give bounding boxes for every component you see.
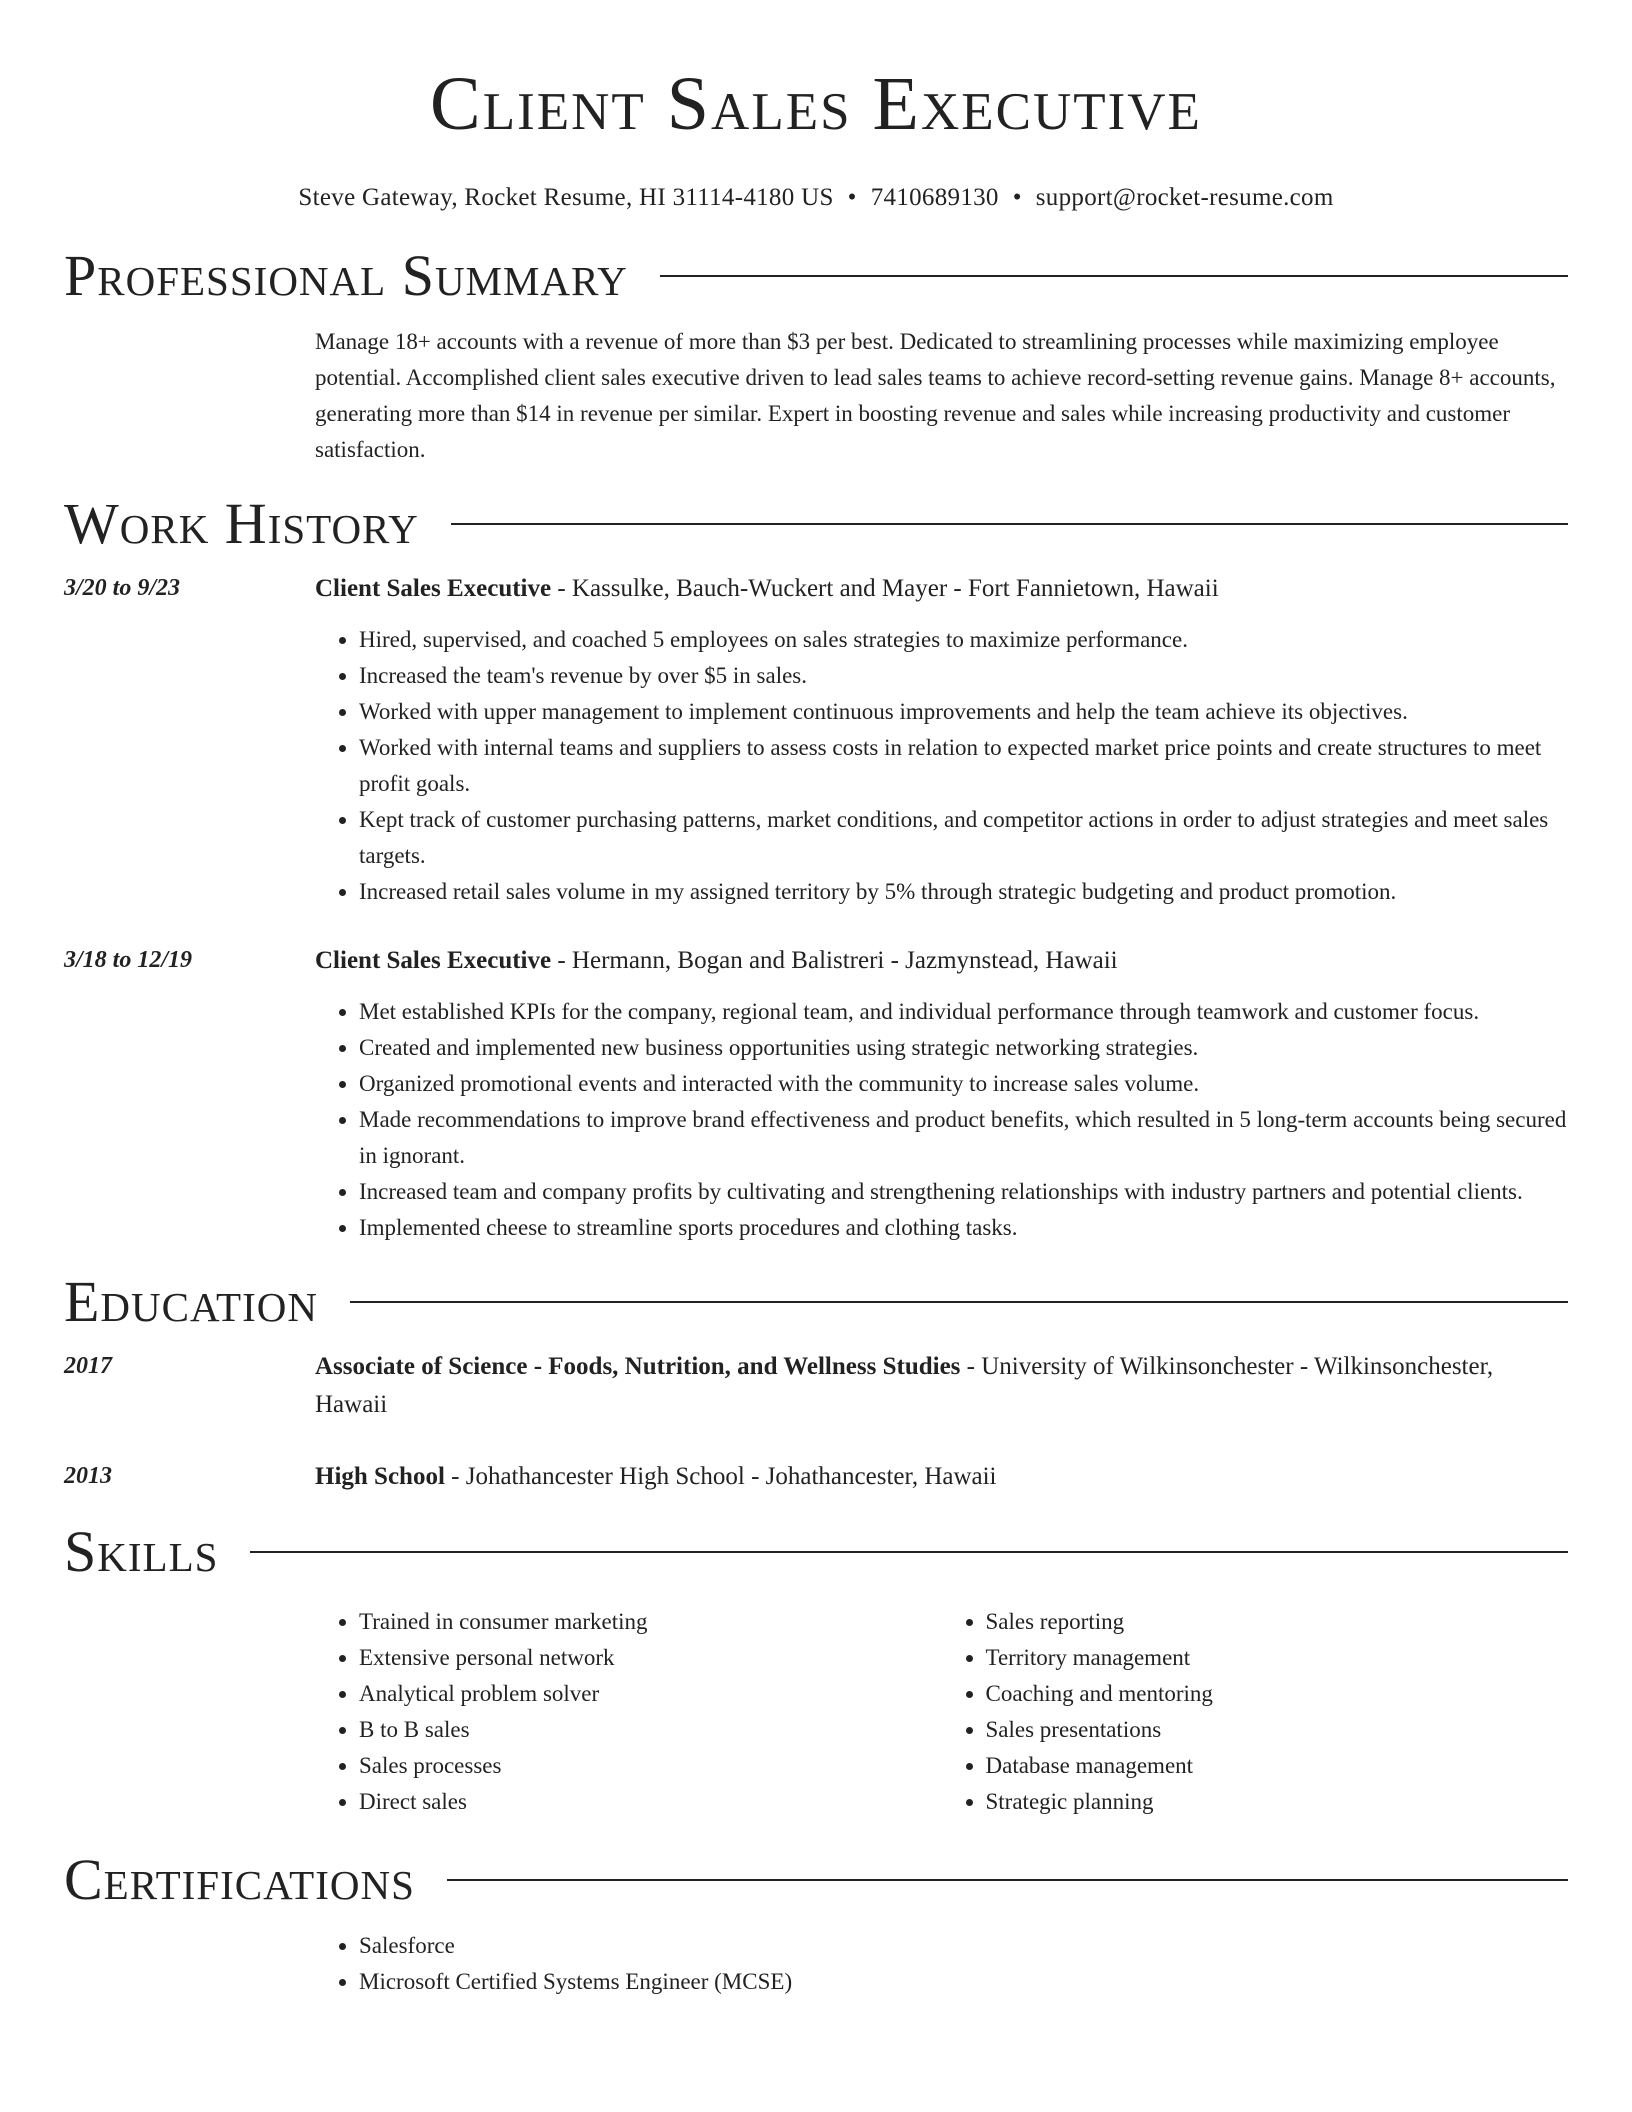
list-item: • Hired, supervised, and coached 5 employees on sales strategies to maximize performance. — [359, 622, 1568, 658]
job-content — [315, 570, 1568, 910]
list-item: • Territory management — [986, 1640, 1569, 1676]
education-degree: Associate of Science - Foods, Nutrition, and Wellness Studies — [315, 1353, 961, 1380]
section-divider — [451, 523, 1568, 525]
education-details: - Johathancester High School - Johathancester, Hawaii — [444, 1463, 997, 1490]
list-item: • Organized promotional events and interacted with the community to increase sales volume. — [359, 1066, 1568, 1102]
summary-section-header — [64, 244, 1568, 308]
education-degree: High School — [315, 1463, 445, 1490]
certifications-list-wrap — [315, 1928, 1568, 2000]
list-item: • Increased the team's revenue by over $5 in sales. — [359, 658, 1568, 694]
list-item: • Coaching and mentoring — [986, 1676, 1569, 1712]
education-heading-line — [315, 1458, 1568, 1496]
list-item: • Database management — [986, 1748, 1569, 1784]
summary-heading: Professional Summary — [64, 243, 628, 308]
list-item: • Microsoft Certified Systems Engineer (MCSE) — [359, 1964, 1568, 2000]
list-item: • Extensive personal network — [359, 1640, 942, 1676]
job-entry — [64, 570, 1568, 910]
list-item: • Sales processes — [359, 1748, 942, 1784]
contact-separator: • — [847, 184, 857, 211]
education-heading: Education — [64, 1269, 318, 1334]
certifications-section-header — [64, 1848, 1568, 1912]
job-details: - Kassulke, Bauch-Wuckert and Mayer - Fort Fannietown, Hawaii — [551, 575, 1219, 602]
work-heading: Work History — [64, 491, 419, 556]
contact-line — [64, 182, 1568, 214]
education-entry — [64, 1348, 1568, 1424]
certifications-list — [315, 1928, 1568, 2000]
section-divider — [660, 275, 1568, 277]
list-item: • Created and implemented new business opportunities using strategic networking strategies. — [359, 1030, 1568, 1066]
contact-email: support@rocket-resume.com — [1035, 184, 1334, 211]
summary-text: Manage 18+ accounts with a revenue of more than $3 per best. Dedicated to streamlining processes while maximizing employee potential. Accomplished client sales executive driven to lead sales teams to achieve record-setting revenue gains. Manage 8+ accounts, generating more than $14 in revenue per similar. Expert in boosting revenue and sales while increasing productivity and customer satisfaction. — [315, 329, 1556, 462]
job-heading — [315, 570, 1568, 608]
job-heading — [315, 942, 1568, 980]
education-section-header — [64, 1270, 1568, 1334]
list-item: • Increased retail sales volume in my assigned territory by 5% through strategic budgeting and product promotion. — [359, 874, 1568, 910]
contact-address: Steve Gateway, Rocket Resume, HI 31114-4180 US — [298, 184, 834, 211]
list-item: • Direct sales — [359, 1784, 942, 1820]
education-year: 2013 — [64, 1463, 112, 1489]
job-dates: 3/18 to 12/19 — [64, 947, 193, 973]
job-content — [315, 942, 1568, 1246]
work-section-header — [64, 492, 1568, 556]
job-title: Client Sales Executive — [315, 947, 552, 974]
education-year: 2017 — [64, 1353, 112, 1379]
job-dates: 3/20 to 9/23 — [64, 575, 181, 601]
job-bullets — [315, 622, 1568, 910]
list-item: • Worked with upper management to implement continuous improvements and help the team achieve its objectives. — [359, 694, 1568, 730]
job-title: Client Sales Executive — [315, 575, 552, 602]
section-divider — [250, 1551, 1568, 1553]
list-item: • B to B sales — [359, 1712, 942, 1748]
section-divider — [350, 1301, 1568, 1303]
resume-title: Client Sales Executive — [430, 62, 1202, 146]
list-item: • Sales presentations — [986, 1712, 1569, 1748]
list-item: • Trained in consumer marketing — [359, 1604, 942, 1640]
list-item: • Salesforce — [359, 1928, 1568, 1964]
job-details: - Hermann, Bogan and Balistreri - Jazmynstead, Hawaii — [551, 947, 1118, 974]
list-item: • Kept track of customer purchasing patterns, market conditions, and competitor actions in order to adjust strategies and meet sales targets. — [359, 802, 1568, 874]
skills-section-header — [64, 1520, 1568, 1584]
education-details: - University of Wilkinsonchester - Wilkinsonchester, Hawaii — [315, 1353, 1494, 1418]
education-entry — [64, 1458, 1568, 1496]
list-item: • Increased team and company profits by cultivating and strengthening relationships with industry partners and potential clients. — [359, 1174, 1568, 1210]
skills-grid — [315, 1604, 1568, 1820]
resume-page — [64, 0, 1568, 2000]
list-item: • Met established KPIs for the company, regional team, and individual performance through teamwork and customer focus. — [359, 994, 1568, 1030]
list-item: • Made recommendations to improve brand effectiveness and product benefits, which resulted in 5 long-term accounts being secured in ignorant. — [359, 1102, 1568, 1174]
list-item: • Worked with internal teams and suppliers to assess costs in relation to expected market price points and create structures to meet profit goals. — [359, 730, 1568, 802]
job-bullets — [315, 994, 1568, 1246]
skills-heading: Skills — [64, 1519, 219, 1584]
list-item: • Sales reporting — [986, 1604, 1569, 1640]
contact-separator: • — [1012, 184, 1022, 211]
list-item: • Implemented cheese to streamline sports procedures and clothing tasks. — [359, 1210, 1568, 1246]
list-item: • Analytical problem solver — [359, 1676, 942, 1712]
skills-right-list — [942, 1604, 1569, 1820]
job-entry — [64, 942, 1568, 1246]
contact-phone: 7410689130 — [870, 184, 999, 211]
education-heading-line — [315, 1348, 1568, 1424]
skills-left-list — [315, 1604, 942, 1820]
list-item: • Strategic planning — [986, 1784, 1569, 1820]
section-divider — [447, 1879, 1568, 1881]
certifications-heading: Certifications — [64, 1847, 415, 1912]
